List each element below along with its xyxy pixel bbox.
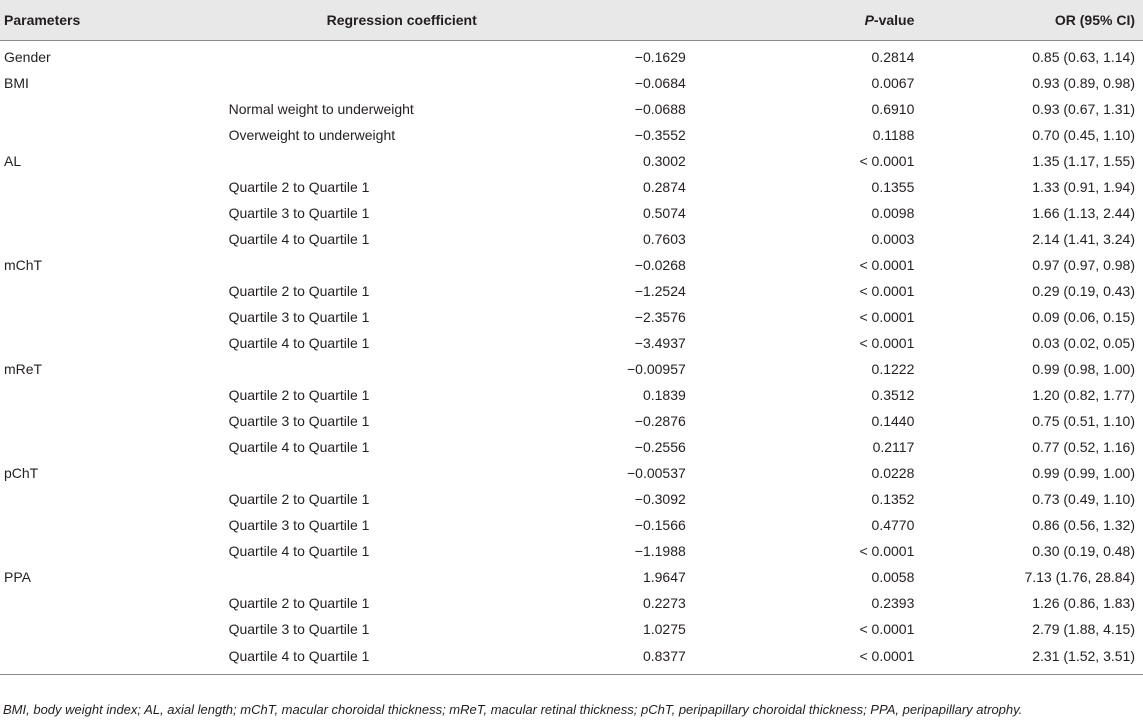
cell-parameter [0, 512, 229, 538]
cell-comparison: Quartile 3 to Quartile 1 [228, 413, 370, 429]
cell-parameter [0, 96, 229, 122]
cell-p-value: 0.0098 [871, 205, 915, 221]
table-header [0, 0, 1143, 40]
cell-or-ci: 0.29 (0.19, 0.43) [1032, 283, 1135, 299]
header-p-italic: P [864, 11, 874, 28]
table-row [0, 304, 1143, 330]
cell-or-ci: 0.03 (0.02, 0.05) [1032, 335, 1135, 351]
cell-or-ci: 0.85 (0.63, 1.14) [1032, 49, 1135, 66]
cell-parameter [0, 590, 229, 616]
table-row [0, 538, 1143, 564]
table-row [0, 40, 1143, 70]
cell-regression-coefficient: −0.0688 [634, 101, 686, 117]
table-row [0, 122, 1143, 148]
cell-regression-coefficient: 1.0275 [642, 621, 686, 637]
cell-comparison: Quartile 3 to Quartile 1 [228, 517, 370, 533]
cell-regression-coefficient: 0.1839 [642, 387, 686, 403]
cell-comparison: Quartile 2 to Quartile 1 [228, 179, 370, 195]
cell-p-value: < 0.0001 [859, 335, 915, 351]
cell-or-ci: 0.30 (0.19, 0.48) [1032, 543, 1135, 559]
cell-regression-coefficient: −0.3552 [634, 127, 686, 143]
cell-p-value: 0.0067 [871, 75, 915, 91]
cell-parameter [0, 616, 229, 642]
cell-parameter: mReT [4, 361, 43, 377]
cell-p-value: 0.1352 [871, 491, 915, 507]
cell-p-value: < 0.0001 [859, 283, 915, 299]
cell-comparison: Quartile 3 to Quartile 1 [228, 621, 370, 637]
table-row [0, 174, 1143, 200]
cell-parameter: AL [4, 153, 22, 169]
cell-parameter: PPA [4, 569, 31, 585]
cell-p-value: 0.0058 [871, 569, 915, 585]
cell-or-ci: 7.13 (1.76, 28.84) [1024, 569, 1135, 585]
cell-comparison [229, 564, 458, 590]
cell-comparison [229, 356, 458, 382]
header-regression-coefficient: Regression coefficient [229, 0, 686, 40]
cell-parameter [0, 382, 229, 408]
cell-regression-coefficient: 0.3002 [642, 153, 686, 169]
cell-p-value: < 0.0001 [859, 153, 915, 169]
table-row [0, 148, 1143, 174]
cell-p-value: < 0.0001 [859, 257, 915, 273]
cell-p-value: 0.2117 [872, 439, 915, 455]
table-row [0, 382, 1143, 408]
cell-comparison [229, 460, 458, 486]
cell-comparison: Quartile 2 to Quartile 1 [228, 283, 370, 299]
cell-parameter [0, 226, 229, 252]
cell-parameter [0, 122, 229, 148]
cell-parameter [0, 434, 229, 460]
cell-comparison: Quartile 3 to Quartile 1 [228, 309, 370, 325]
cell-p-value: < 0.0001 [859, 543, 915, 559]
cell-regression-coefficient: 0.5074 [642, 205, 686, 221]
table-row [0, 460, 1143, 486]
cell-or-ci: 1.35 (1.17, 1.55) [1032, 153, 1135, 169]
header-or-ci: OR (95% CI) [914, 0, 1143, 40]
cell-regression-coefficient: 0.8377 [457, 642, 686, 674]
cell-p-value: 0.4770 [871, 517, 915, 533]
cell-parameter [0, 330, 229, 356]
table-row [0, 434, 1143, 460]
cell-parameter [0, 200, 229, 226]
cell-or-ci: 0.93 (0.89, 0.98) [1032, 75, 1135, 91]
cell-or-ci: 0.75 (0.51, 1.10) [1032, 413, 1135, 429]
table-body [0, 40, 1143, 674]
cell-comparison: Quartile 2 to Quartile 1 [228, 387, 370, 403]
cell-comparison: Quartile 4 to Quartile 1 [229, 642, 458, 674]
cell-parameter [0, 486, 229, 512]
cell-p-value: 0.0228 [871, 465, 915, 481]
table-row [0, 642, 1143, 674]
cell-p-value: 0.2393 [871, 595, 915, 611]
cell-regression-coefficient: −2.3576 [634, 309, 686, 325]
cell-comparison: Quartile 3 to Quartile 1 [228, 205, 370, 221]
cell-comparison: Quartile 2 to Quartile 1 [228, 595, 370, 611]
table-row [0, 226, 1143, 252]
header-p-value [686, 0, 915, 40]
cell-comparison: Quartile 4 to Quartile 1 [228, 335, 370, 351]
cell-comparison: Quartile 4 to Quartile 1 [228, 543, 370, 559]
cell-or-ci: 1.26 (0.86, 1.83) [1032, 595, 1135, 611]
cell-regression-coefficient: −1.2524 [634, 283, 686, 299]
cell-p-value: 0.1188 [872, 127, 915, 143]
cell-regression-coefficient: 0.7603 [642, 231, 686, 247]
table-row [0, 408, 1143, 434]
cell-regression-coefficient: −1.1988 [634, 543, 686, 559]
cell-parameter [0, 538, 229, 564]
cell-p-value: < 0.0001 [859, 621, 915, 637]
cell-regression-coefficient: −0.00537 [626, 465, 686, 481]
cell-parameter [0, 278, 229, 304]
header-p-rest: -value [873, 11, 915, 28]
cell-comparison: Quartile 2 to Quartile 1 [228, 491, 370, 507]
cell-p-value: < 0.0001 [859, 309, 915, 325]
cell-comparison [229, 148, 458, 174]
table-row [0, 278, 1143, 304]
cell-parameter [0, 408, 229, 434]
cell-or-ci: 0.73 (0.49, 1.10) [1032, 491, 1135, 507]
cell-comparison: Normal weight to underweight [228, 101, 414, 117]
cell-comparison [229, 40, 458, 70]
cell-or-ci: 0.70 (0.45, 1.10) [1032, 127, 1135, 143]
cell-regression-coefficient: 0.2874 [642, 179, 686, 195]
table-row [0, 512, 1143, 538]
cell-or-ci: 0.97 (0.97, 0.98) [1032, 257, 1135, 273]
table-row [0, 96, 1143, 122]
header-row [0, 0, 1143, 40]
cell-or-ci: 0.93 (0.67, 1.31) [1032, 101, 1135, 117]
table-row [0, 590, 1143, 616]
cell-or-ci: 1.33 (0.91, 1.94) [1032, 179, 1135, 195]
cell-parameter [0, 304, 229, 330]
cell-or-ci: 0.77 (0.52, 1.16) [1032, 439, 1135, 455]
cell-parameter: Gender [4, 49, 51, 66]
cell-or-ci: 0.99 (0.99, 1.00) [1032, 465, 1135, 481]
table-row [0, 356, 1143, 382]
cell-or-ci: 2.14 (1.41, 3.24) [1032, 231, 1135, 247]
cell-parameter: mChT [4, 257, 43, 273]
cell-or-ci: 1.66 (1.13, 2.44) [1032, 205, 1135, 221]
cell-or-ci: 2.79 (1.88, 4.15) [1032, 621, 1135, 637]
cell-comparison: Quartile 4 to Quartile 1 [228, 439, 370, 455]
cell-p-value: 0.1440 [871, 413, 915, 429]
cell-or-ci: 0.99 (0.98, 1.00) [1032, 361, 1135, 377]
cell-comparison [229, 70, 458, 96]
cell-p-value: 0.3512 [871, 387, 915, 403]
cell-regression-coefficient: 1.9647 [642, 569, 686, 585]
cell-p-value: < 0.0001 [686, 642, 915, 674]
cell-regression-coefficient: −0.1629 [634, 49, 686, 66]
cell-or-ci: 1.20 (0.82, 1.77) [1032, 387, 1135, 403]
cell-regression-coefficient: −0.00957 [626, 361, 686, 377]
cell-p-value: 0.6910 [871, 101, 915, 117]
cell-parameter [0, 642, 229, 674]
cell-comparison: Quartile 4 to Quartile 1 [228, 231, 370, 247]
cell-or-ci: 2.31 (1.52, 3.51) [914, 642, 1143, 674]
cell-comparison [229, 252, 458, 278]
cell-regression-coefficient: −0.0684 [634, 75, 686, 91]
cell-p-value: 0.0003 [871, 231, 915, 247]
cell-p-value: 0.1355 [871, 179, 915, 195]
table-row [0, 200, 1143, 226]
cell-or-ci: 0.86 (0.56, 1.32) [1032, 517, 1135, 533]
cell-regression-coefficient: −0.2876 [634, 413, 686, 429]
table-row [0, 252, 1143, 278]
table-row [0, 70, 1143, 96]
table-row [0, 486, 1143, 512]
table-row [0, 616, 1143, 642]
cell-regression-coefficient: −0.1566 [634, 517, 686, 533]
cell-comparison: Overweight to underweight [228, 127, 396, 143]
table-row [0, 330, 1143, 356]
cell-parameter: pChT [4, 465, 39, 481]
header-parameters: Parameters [0, 0, 229, 40]
table-row [0, 564, 1143, 590]
cell-p-value: 0.2814 [871, 49, 915, 66]
cell-p-value: 0.1222 [871, 361, 915, 377]
cell-regression-coefficient: 0.2273 [642, 595, 686, 611]
cell-regression-coefficient: −0.2556 [634, 439, 686, 455]
cell-parameter [0, 174, 229, 200]
table-footnote: BMI, body weight index; AL, axial length; mChT, macular choroidal thickness; mReT, macular retinal thickness; pChT, peripapillary choroidal thickness; PPA, peripapillary atrophy. [3, 702, 1023, 717]
cell-regression-coefficient: −3.4937 [634, 335, 686, 351]
cell-regression-coefficient: −0.0268 [634, 257, 686, 273]
cell-parameter: BMI [4, 75, 29, 91]
cell-regression-coefficient: −0.3092 [634, 491, 686, 507]
cell-or-ci: 0.09 (0.06, 0.15) [1032, 309, 1135, 325]
